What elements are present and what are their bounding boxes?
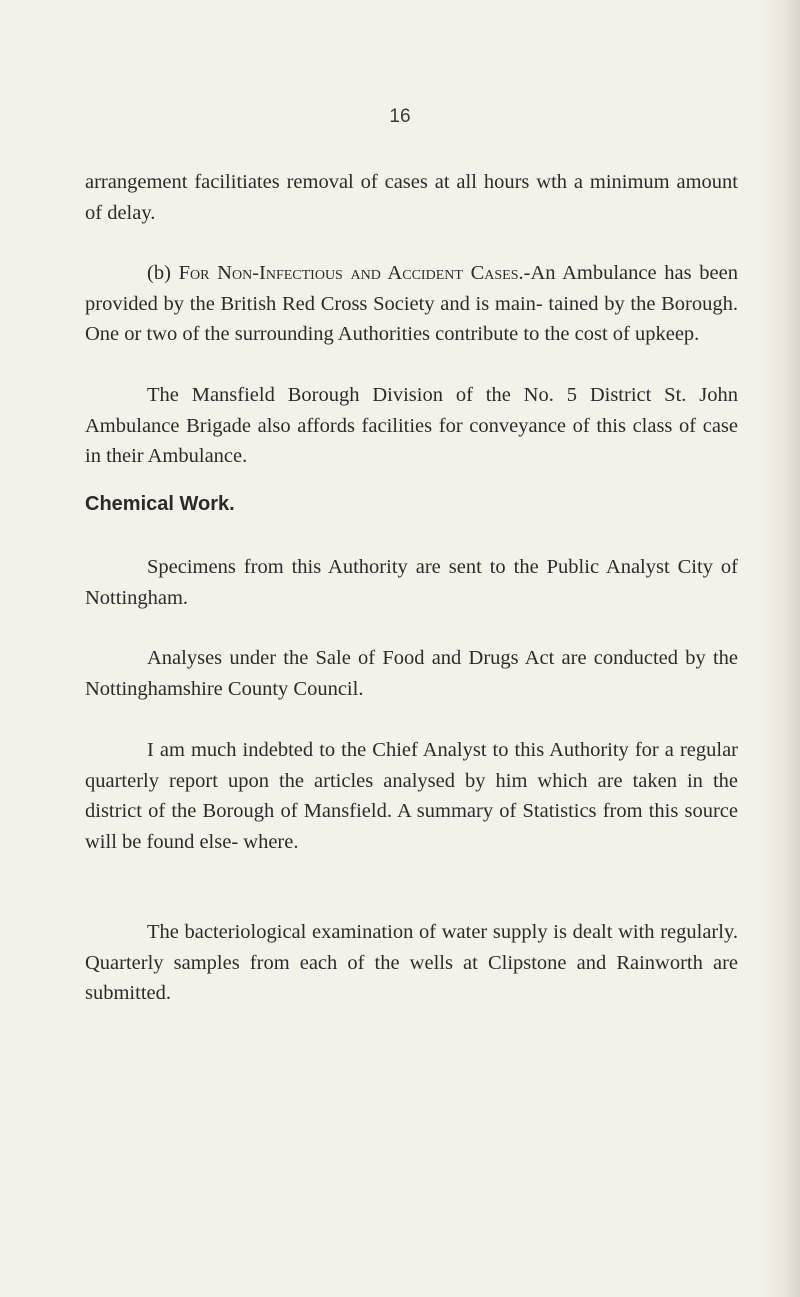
paragraph-bacteriological: The bacteriological examination of water supply is dealt with regularly. Quarterly samples from each of the wells at Clipstone and Rainworth are submitted. [85,921,738,1004]
heading-chemical-work: Chemical Work. [85,493,235,515]
paragraph-specimens: Specimens from this Authority are sent to the Public Analyst City of Nottingham. [85,556,738,609]
paragraph-non-infectious-cases [85,258,738,350]
item-marker: (b) [147,262,179,284]
page-number: 16 [389,106,411,127]
paragraph-chief-analyst: I am much indebted to the Chief Analyst to this Authority for a regular quarterly report upon the articles analysed by him which are taken in the district of the Borough of Mansfield. A summary of Statistics from this source will be found else- where. [85,739,738,853]
paragraph-st-john-ambulance: The Mansfield Borough Division of the No. 5 District St. John Ambulance Brigade also affords facilities for conveyance of this class of case in their Ambulance. [85,384,738,467]
page-edge-shadow [760,0,800,1297]
paragraph-analyses: Analyses under the Sale of Food and Drugs Act are conducted by the Nottinghamshire County Council. [85,647,738,700]
paragraph-ambulance-arrangement: arrangement facilitiates removal of cases at all hours wth a minimum amount of delay. [85,171,738,224]
paragraph-non-infectious-body: .-An Ambulance has been provided by the British Red Cross Society and is main- tained by the Borough. One or two of the surrounding Authorities contribute to the cost of upkeep. [85,262,738,345]
section-label-non-infectious: For Non-Infectious and Accident Cases [178,262,519,284]
